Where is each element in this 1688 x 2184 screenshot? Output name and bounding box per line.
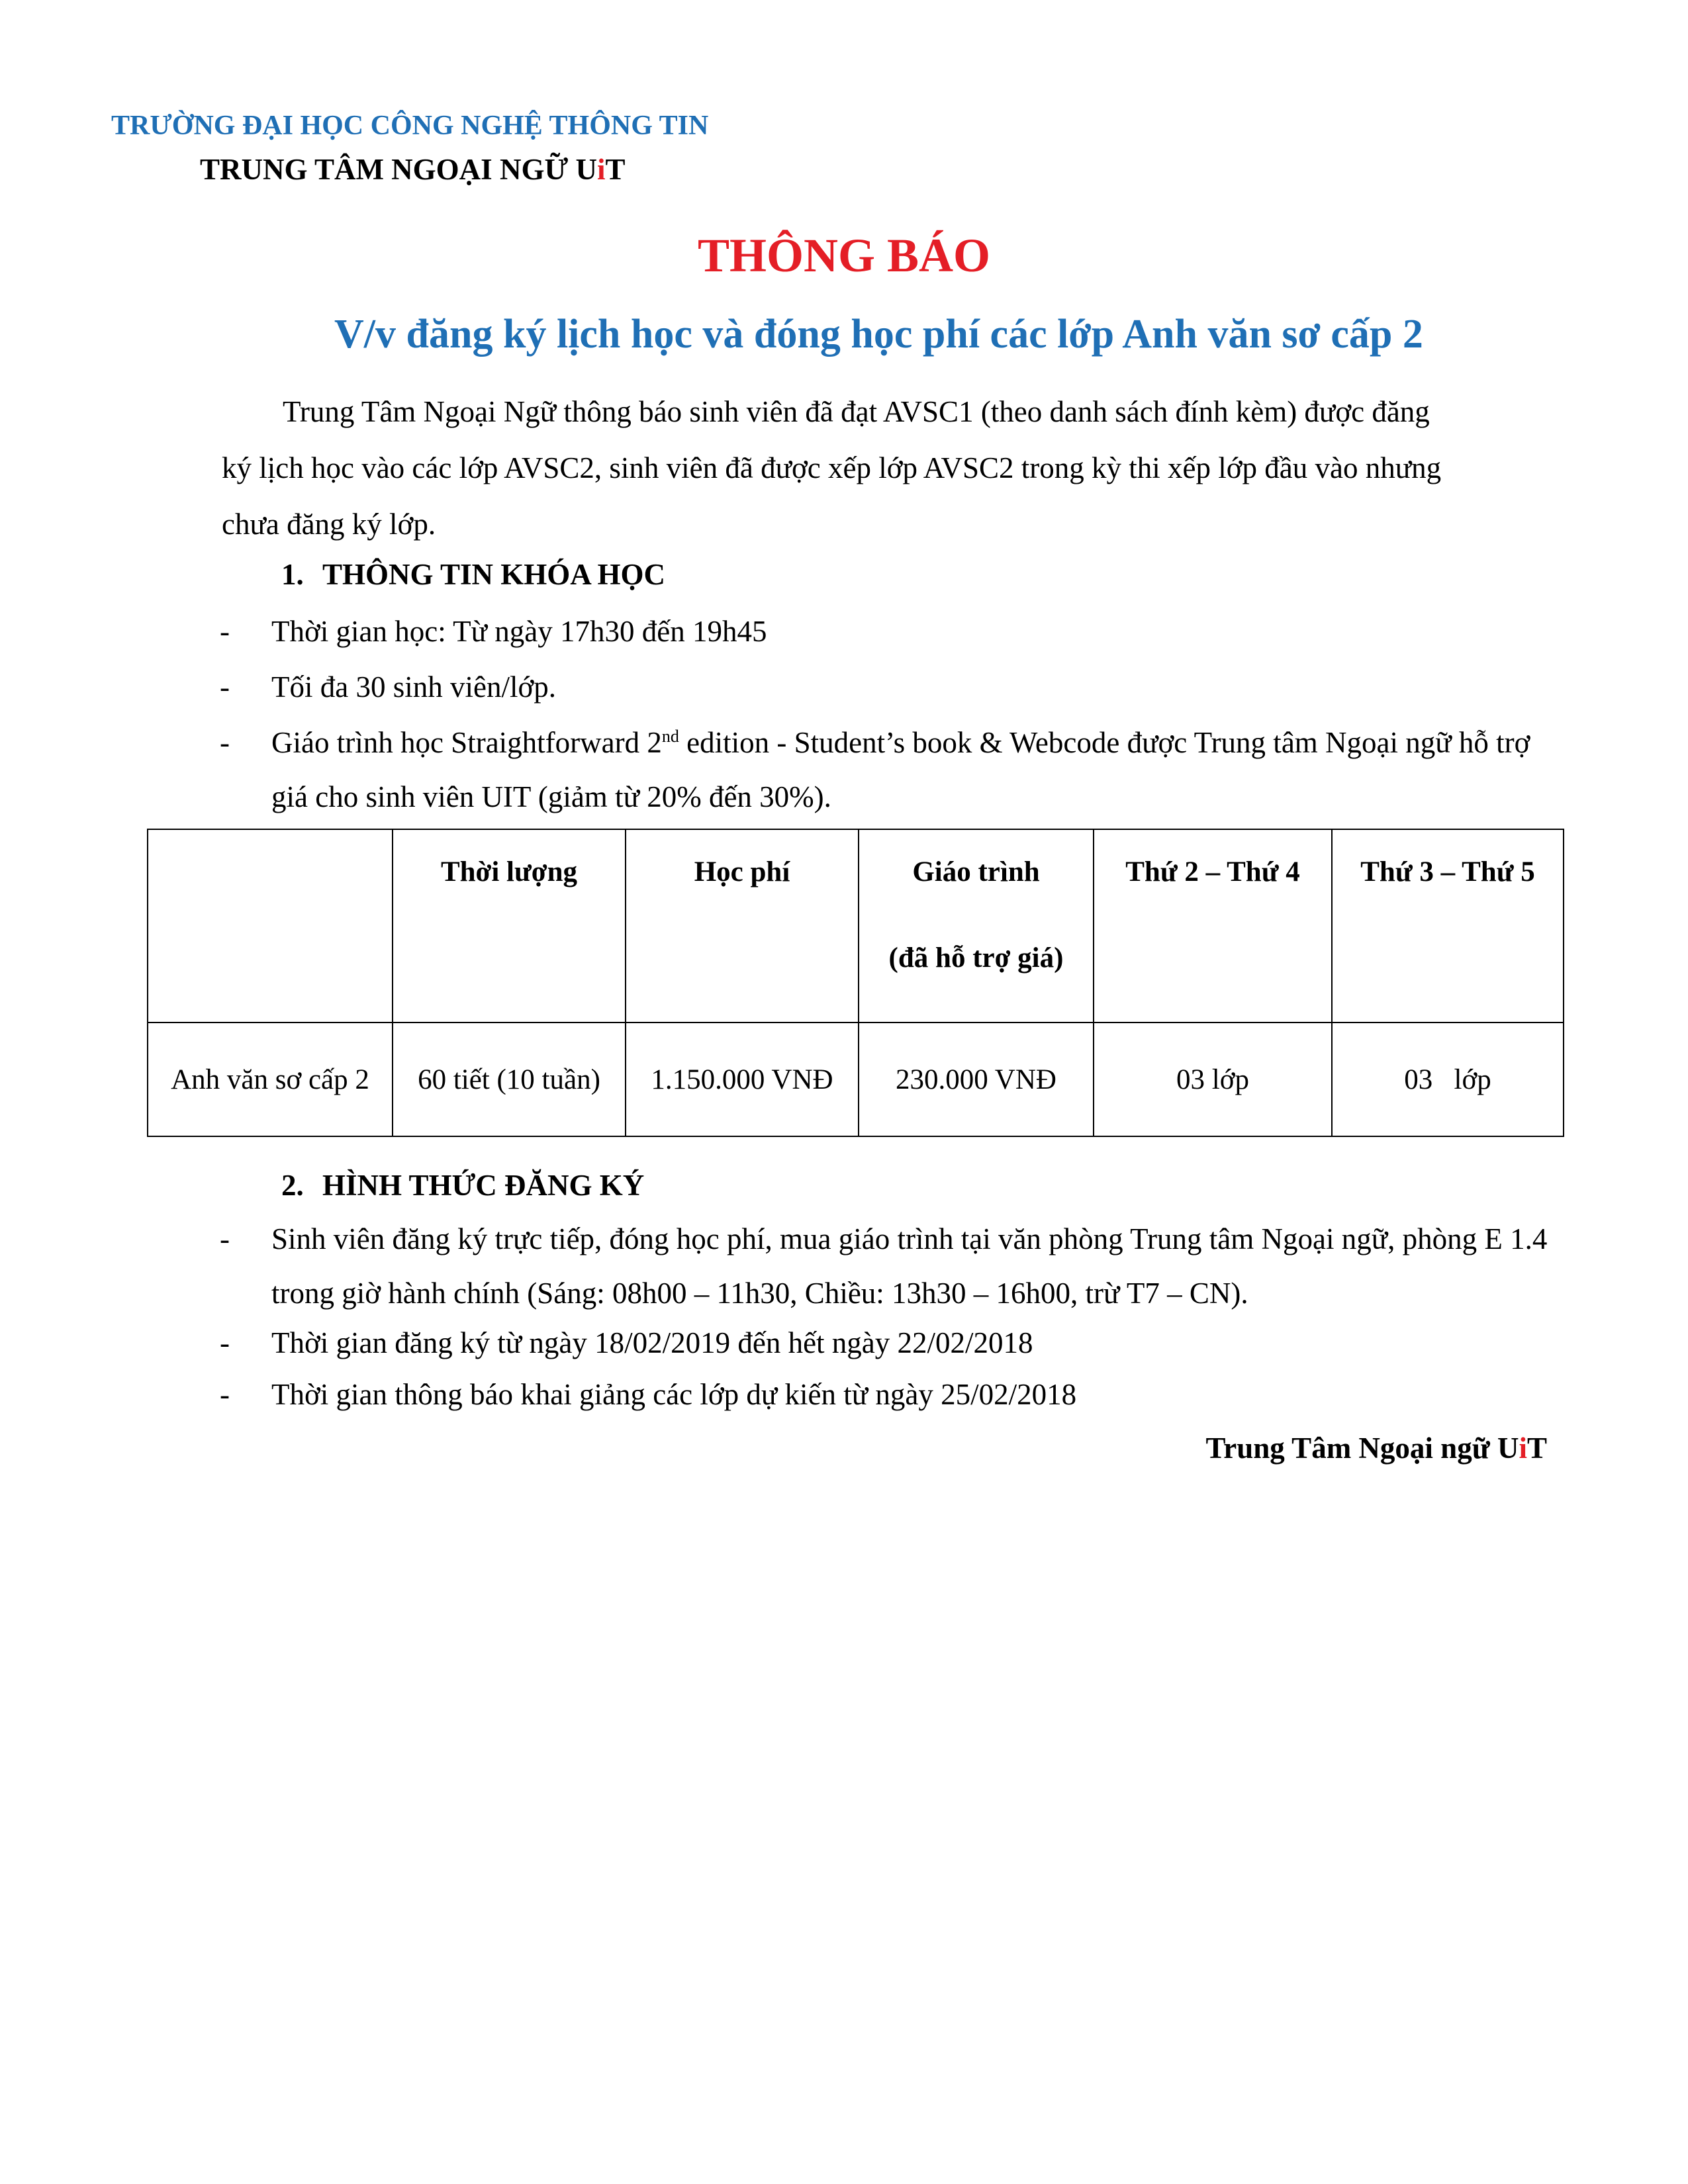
table-header-cell: Giáo trình (đã hỗ trợ giá) — [859, 829, 1094, 1023]
school-name: TRƯỜNG ĐẠI HỌC CÔNG NGHỆ THÔNG TIN — [111, 111, 709, 141]
table-cell: Anh văn sơ cấp 2 — [148, 1023, 393, 1136]
center-name-red-i: i — [597, 153, 606, 186]
table-cell: 03 lớp — [1332, 1023, 1564, 1136]
section2-heading: 2. HÌNH THỨC ĐĂNG KÝ — [281, 1169, 645, 1202]
notice-title: THÔNG BÁO — [697, 229, 991, 282]
table-cell: 230.000 VNĐ — [859, 1023, 1094, 1136]
table-row — [148, 1023, 1564, 1136]
table-cell: 60 tiết (10 tuần) — [393, 1023, 626, 1136]
table-header-row — [148, 829, 1564, 1023]
signature: Trung Tâm Ngoại ngữ UiT — [1205, 1432, 1547, 1465]
table-header-cell — [148, 829, 393, 1023]
table-header-cell: Thứ 3 – Thứ 5 — [1332, 829, 1564, 1023]
table-header-cell: Thời lượng — [393, 829, 626, 1023]
signature-red-i: i — [1519, 1432, 1527, 1465]
table-header-cell: Thứ 2 – Thứ 4 — [1094, 829, 1332, 1023]
section1-heading: 1. THÔNG TIN KHÓA HỌC — [281, 558, 666, 591]
center-name: TRUNG TÂM NGOẠI NGỮ UiT — [200, 153, 626, 186]
course-table — [147, 829, 1564, 1137]
intro-paragraph: Trung Tâm Ngoại Ngữ thông báo sinh viên đã đạt AVSC1 (theo danh sách đính kèm) được đăng ký lịch học vào các lớp AVSC2, sinh viên đã được xếp lớp AVSC2 trong kỳ thi xếp lớp đầu vào nhưng chưa đăng ký lớp. — [222, 395, 1442, 541]
notice-subtitle: V/v đăng ký lịch học và đóng học phí các lớp Anh văn sơ cấp 2 — [334, 312, 1423, 357]
table-header-cell: Học phí — [626, 829, 859, 1023]
table-cell: 03 lớp — [1094, 1023, 1332, 1136]
document-page: TRƯỜNG ĐẠI HỌC CÔNG NGHỆ THÔNG TIN TRUNG TÂM NGOẠI NGỮ UiT THÔNG BÁO V/v đăng ký lịch học và đóng học phí các lớp Anh văn sơ cấp 2 Trung Tâm Ngoại Ngữ thông báo sinh viên đã đạt AVSC1 (theo danh sách đính kèm) được đăng ký lịch học vào các lớp AVSC2, sinh viên đã được xếp lớp AVSC2 trong kỳ thi xếp lớp đầu vào nhưng chưa đăng ký lớp. 1. THÔNG TIN KHÓA HỌC - Thời gian học: Từ ngày 17h30 đến 19h45 - Tối đa 30 sinh viên/lớp. - Giáo trình học Straightforward 2nd edition - Student’s book & Webcode được Trung tâm Ngoại ngữ hỗ trợ giá cho sinh viên UIT (giảm từ 20% đến 30%). Thời lượng Học phí Giáo trình (đã hỗ trợ giá) Thứ 2 – Thứ 4 Thứ 3 – Thứ 5 Anh văn sơ cấp 2 60 tiết (10 tuần) 1.150.000 VNĐ 230.000 VNĐ 03 lớp 03 lớp 2. HÌNH THỨC ĐĂNG KÝ - Sinh viên đăng ký trực tiếp, đóng học phí, mua giáo trình tại văn phòng Trung tâm Ngoại ngữ, phòng E 1.4 trong giờ hành chính (Sáng: 08h00 – 11h30, Chiều: 13h30 – 16h00, trừ T7 – CN). - Thời gian đăng ký từ ngày 18/02/2019 đến hết ngày 22/02/2018 - Thời gian thông báo khai giảng các lớp dự kiến từ ngày 25/02/2018 Trung Tâm Ngoại ngữ UiT — [0, 0, 1688, 2184]
table-cell: 1.150.000 VNĐ — [626, 1023, 859, 1136]
